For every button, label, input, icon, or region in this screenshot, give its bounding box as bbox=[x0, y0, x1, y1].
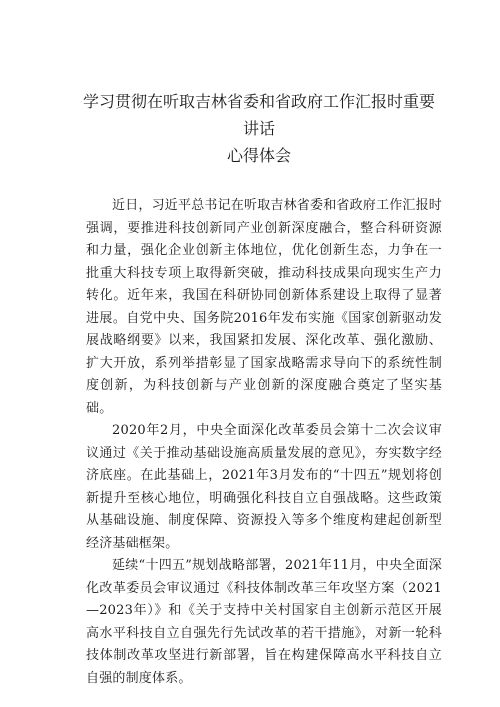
paragraph-1: 近日，习近平总书记在听取吉林省委和省政府工作汇报时强调，要推进科技创新同产业创新深度融合，整合科研资源和力量，强化企业创新主体地位，优化创新生态，力争在一批重大科技专项上取得新突破，推动科技成果向现实生产力转化。近年来，我国在科研协同创新体系建设上取得了显著进展。自党中央、国务院2016年发布实施《国家创新驱动发展战略纲要》以来，我国紧扣发展、深化改革、强化激励、扩大开放，系列举措彰显了国家战略需求导向下的系统性制度创新，为科技创新与产业创新的深度融合奠定了坚实基础。 bbox=[86, 198, 443, 416]
title-line-2: 心得体会 bbox=[226, 146, 291, 165]
paragraph-3: 延续“十四五”规划战略部署，2021年11月，中央全面深化改革委员会审议通过《科技体制改革三年攻坚方案（2021—2023年）》和《关于支持中关村国家自主创新示范区开展高水平科技自立自强先行先试改革的若干措施》，对新一轮科技体制改革攻坚进行新部署，旨在构建保障高水平科技自立自强的制度体系。 bbox=[86, 558, 442, 686]
paragraph-2: 2020年2月，中央全面深化改革委员会第十二次会议审议通过《关于推动基础设施高质量发展的意见》，夯实数字经济底座。在此基础上，2021年3月发布的“十四五”规划将创新提升至核心地位，明确强化科技自立自强战略。这些政策从基础设施、制度保障、资源投入等多个维度构建起创新型经济基础框架。 bbox=[86, 423, 442, 551]
document-title bbox=[76, 88, 442, 169]
document-body bbox=[86, 195, 442, 690]
title-line-1: 学习贯彻在听取吉林省委和省政府工作汇报时重要讲话 bbox=[82, 92, 435, 138]
